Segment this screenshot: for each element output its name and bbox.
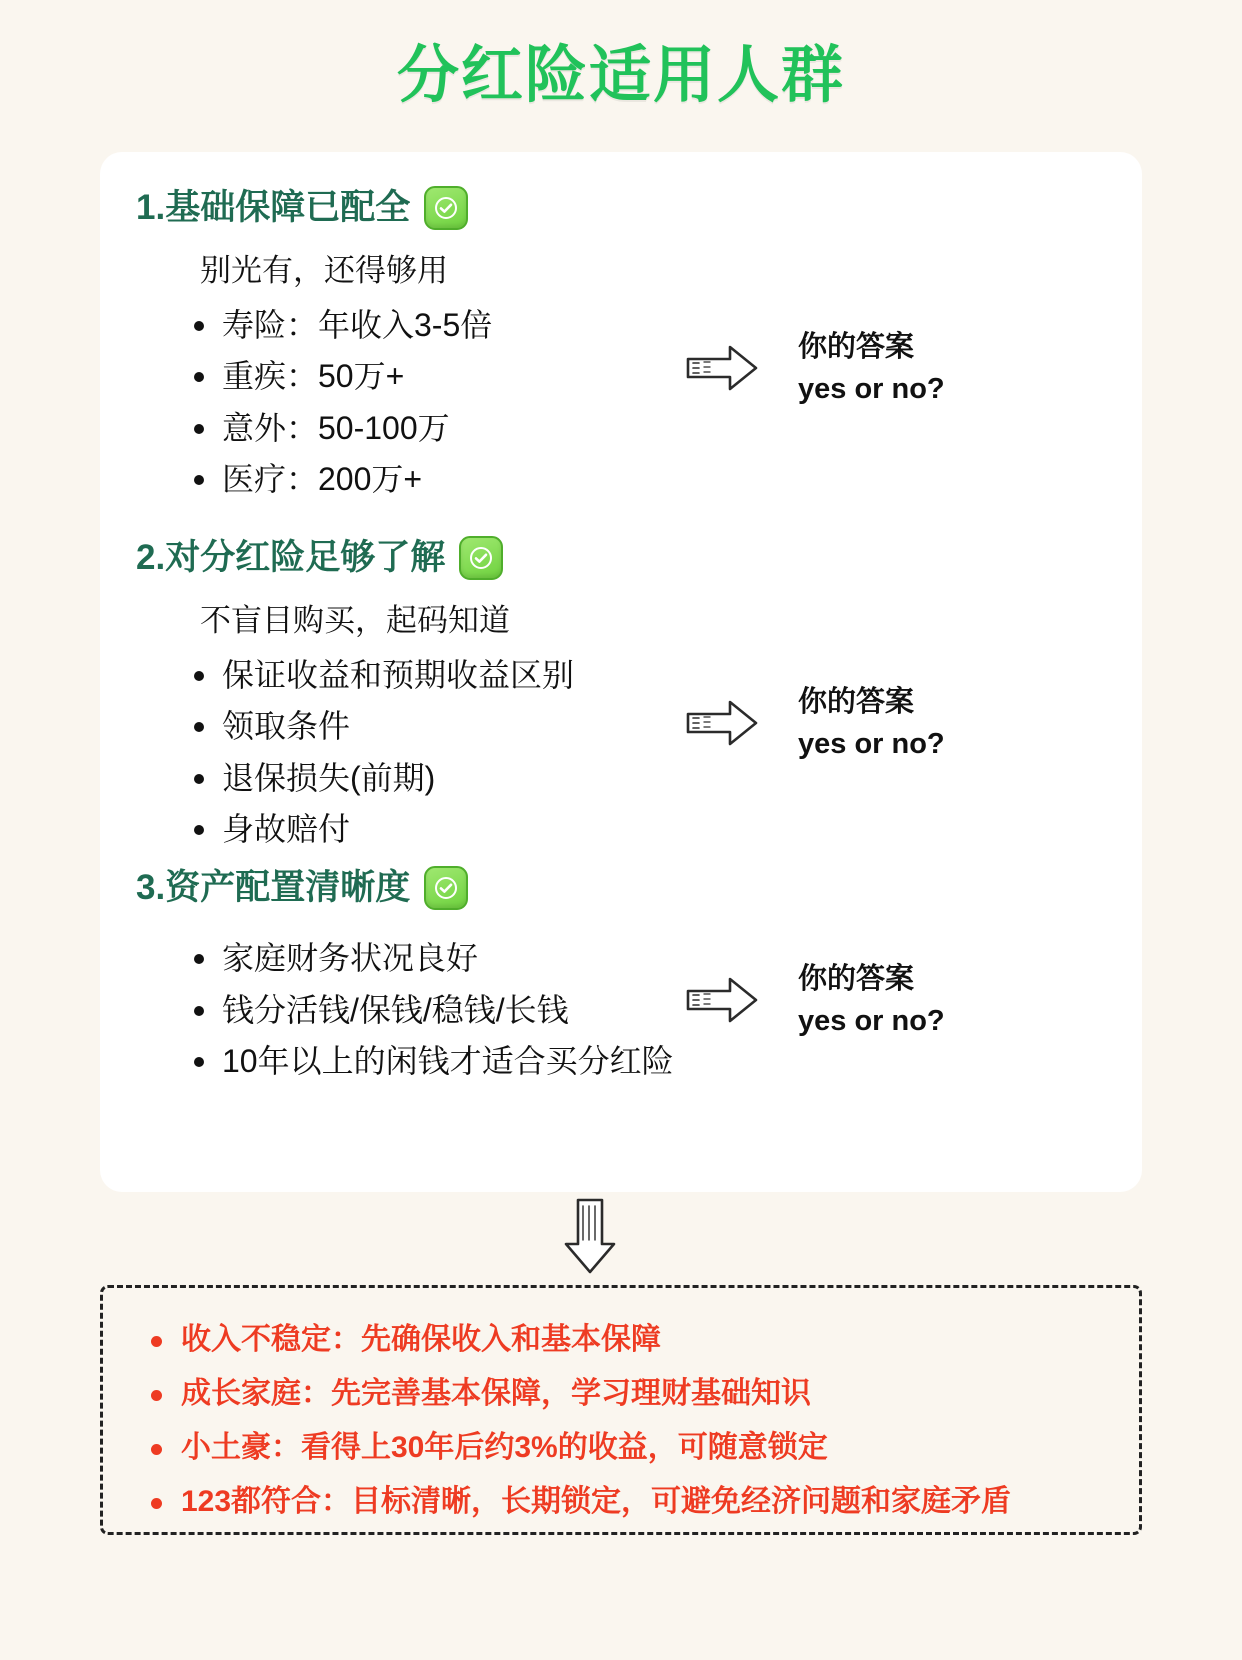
answer-line-1: 你的答案 — [798, 963, 915, 995]
list-item: 身故赔付 — [176, 805, 1106, 854]
section-1-heading — [136, 186, 1106, 230]
section-3-answer — [684, 958, 945, 1042]
section-3-heading — [136, 866, 1106, 910]
section-2-answer-text — [798, 681, 945, 765]
list-item: 123都符合：目标清晰，长期锁定，可避免经济问题和家庭矛盾 — [129, 1479, 1113, 1524]
list-item: 重疾：50万+ — [176, 352, 1106, 401]
list-item: 保证收益和预期收益区别 — [176, 651, 1106, 700]
list-item: 意外：50-100万 — [176, 404, 1106, 453]
section-3-body — [136, 934, 1106, 1086]
section-1 — [136, 186, 1106, 536]
list-item: 寿险：年收入3-5倍 — [176, 301, 1106, 350]
list-item: 家庭财务状况良好 — [176, 934, 1106, 983]
section-2 — [136, 536, 1106, 866]
list-item: 成长家庭：先完善基本保障，学习理财基础知识 — [129, 1371, 1113, 1416]
section-1-list — [176, 301, 1106, 505]
section-3-list — [176, 934, 1106, 1086]
arrow-right-icon — [684, 341, 760, 395]
summary-list — [129, 1317, 1113, 1524]
section-1-answer-text — [798, 326, 945, 410]
list-item: 10年以上的闲钱才适合买分红险 — [176, 1037, 1106, 1086]
summary-box — [100, 1285, 1142, 1535]
section-2-heading-text: 2.对分红险足够了解 — [136, 538, 446, 577]
section-1-heading-text: 1.基础保障已配全 — [136, 188, 411, 227]
main-card — [100, 152, 1142, 1192]
check-badge-icon — [459, 536, 503, 580]
section-1-answer — [684, 326, 945, 410]
check-badge-icon — [424, 186, 468, 230]
list-item: 钱分活钱/保钱/稳钱/长钱 — [176, 986, 1106, 1035]
section-2-list — [176, 651, 1106, 855]
list-item: 医疗：200万+ — [176, 455, 1106, 504]
arrow-right-icon — [684, 696, 760, 750]
section-2-answer — [684, 681, 945, 765]
section-3 — [136, 866, 1106, 1116]
section-2-heading — [136, 536, 1106, 580]
arrow-right-icon — [684, 973, 760, 1027]
list-item: 退保损失(前期) — [176, 754, 1106, 803]
section-3-answer-text — [798, 958, 945, 1042]
page-title: 分红险适用人群 — [396, 41, 845, 110]
arrow-down-icon — [556, 1196, 626, 1276]
list-item: 小土豪：看得上30年后约3%的收益，可随意锁定 — [129, 1425, 1113, 1470]
section-3-heading-text: 3.资产配置清晰度 — [136, 868, 411, 907]
section-1-lead: 别光有，还得够用 — [200, 253, 448, 288]
section-1-body — [136, 248, 1106, 504]
check-badge-icon — [424, 866, 468, 910]
list-item: 收入不稳定：先确保收入和基本保障 — [129, 1317, 1113, 1362]
answer-line-1: 你的答案 — [798, 686, 915, 718]
section-2-lead: 不盲目购买，起码知道 — [200, 603, 510, 638]
list-item: 领取条件 — [176, 702, 1106, 751]
answer-line-1: 你的答案 — [798, 331, 915, 363]
answer-line-2: yes or no? — [798, 728, 945, 761]
answer-line-2: yes or no? — [798, 373, 945, 406]
section-2-body — [136, 598, 1106, 854]
answer-line-2: yes or no? — [798, 1005, 945, 1038]
